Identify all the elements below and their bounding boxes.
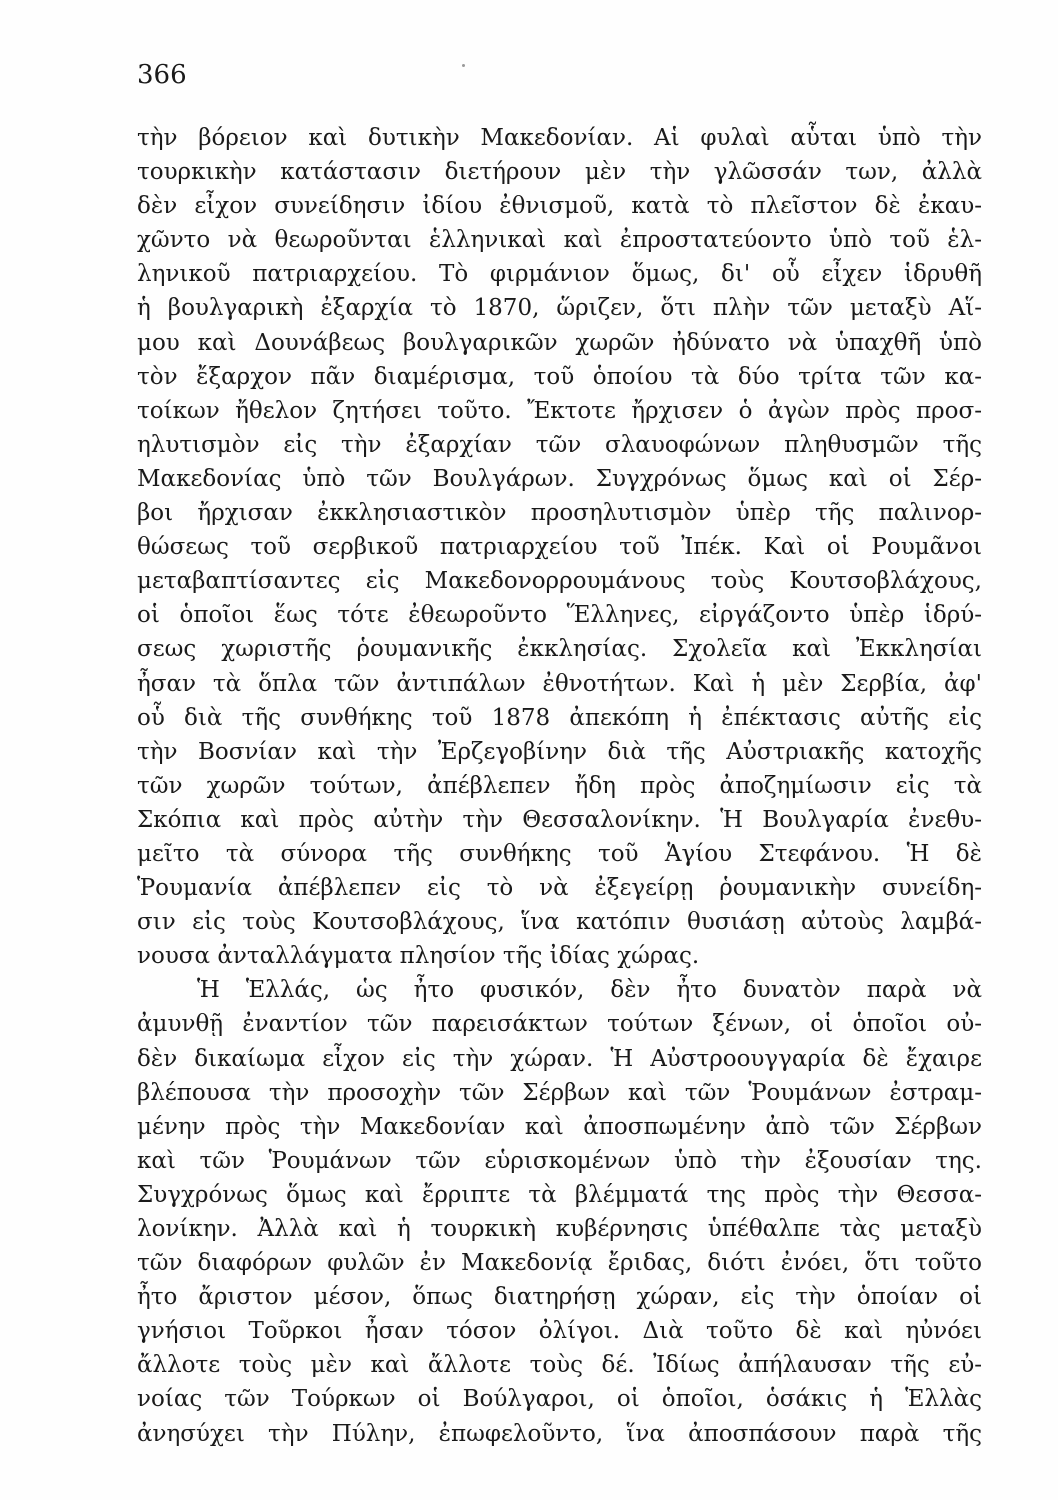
print-speck (462, 64, 465, 67)
text-line: σιν εἰς τοὺς Κουτσοβλάχους, ἵνα κατόπιν θυσιάσῃ αὐτοὺς λαμβά- (137, 909, 982, 936)
text-line: τὴν Βοσνίαν καὶ τὴν Ἐρζεγοβίνην διὰ τῆς Αὐστριακῆς κατοχῆς (137, 738, 982, 765)
text-line: νουσα ἀνταλλάγματα πλησίον τῆς ἰδίας χώρας. (137, 943, 700, 970)
text-line: μου καὶ Δουνάβεως βουλγαρικῶν χωρῶν ἠδύνατο νὰ ὑπαχθῆ ὑπὸ (137, 329, 982, 356)
text-line: χῶντο νὰ θεωροῦνται ἑλληνικαὶ καὶ ἐπροστατεύοντο ὑπὸ τοῦ ἑλ- (137, 227, 982, 254)
text-line: τουρκικὴν κατάστασιν διετήρουν μὲν τὴν γλῶσσάν των, ἀλλὰ (137, 159, 982, 186)
text-line: σεως χωριστῆς ῥουμανικῆς ἐκκλησίας. Σχολεῖα καὶ Ἐκκλησίαι (137, 636, 982, 663)
text-line: τῶν χωρῶν τούτων, ἀπέβλεπεν ἤδη πρὸς ἀποζημίωσιν εἰς τὰ (137, 772, 982, 799)
text-line: τῶν διαφόρων φυλῶν ἐν Μακεδονίᾳ ἔριδας, διότι ἐνόει, ὅτι τοῦτο (137, 1250, 982, 1277)
text-line: ηλυτισμὸν εἰς τὴν ἐξαρχίαν τῶν σλαυοφώνων πληθυσμῶν τῆς (137, 431, 982, 458)
text-line: Σκόπια καὶ πρὸς αὐτὴν τὴν Θεσσαλονίκην. Ἡ Βουλγαρία ἐνεθυ- (137, 806, 982, 833)
text-line: βλέπουσα τὴν προσοχὴν τῶν Σέρβων καὶ τῶν Ῥουμάνων ἐστραμ- (137, 1079, 982, 1106)
text-line: τοίκων ἤθελον ζητήσει τοῦτο. Ἔκτοτε ἤρχισεν ὁ ἀγὼν πρὸς προσ- (137, 397, 982, 424)
text-line: θώσεως τοῦ σερβικοῦ πατριαρχείου τοῦ Ἰπέκ. Καὶ οἱ Ρουμᾶνοι (137, 534, 982, 561)
text-line: τὴν βόρειον καὶ δυτικὴν Μακεδονίαν. Αἱ φυλαὶ αὗται ὑπὸ τὴν (137, 125, 982, 151)
page-number: 366 (137, 60, 187, 90)
text-line: ἦσαν τὰ ὅπλα τῶν ἀντιπάλων ἐθνοτήτων. Καὶ ἡ μὲν Σερβία, ἀφ' (137, 670, 982, 697)
text-line: μένην πρὸς τὴν Μακεδονίαν καὶ ἀποσπωμένην ἀπὸ τῶν Σέρβων (137, 1113, 982, 1140)
text-line: δὲν δικαίωμα εἶχον εἰς τὴν χώραν. Ἡ Αὐστροουγγαρία δὲ ἔχαιρε (137, 1045, 982, 1072)
text-line: καὶ τῶν Ῥουμάνων τῶν εὑρισκομένων ὑπὸ τὴν ἐξουσίαν της. (137, 1147, 982, 1174)
text-line: οἱ ὁποῖοι ἕως τότε ἐθεωροῦντο Ἕλληνες, εἰργάζοντο ὑπὲρ ἱδρύ- (137, 602, 982, 629)
text-line: ἄλλοτε τοὺς μὲν καὶ ἄλλοτε τοὺς δέ. Ἰδίως ἀπήλαυσαν τῆς εὐ- (137, 1352, 982, 1379)
text-line: λονίκην. Ἀλλὰ καὶ ἡ τουρκικὴ κυβέρνησις ὑπέθαλπε τὰς μεταξὺ (137, 1216, 982, 1242)
text-line: ληνικοῦ πατριαρχείου. Τὸ φιρμάνιον ὅμως, δι' οὗ εἶχεν ἱδρυθῆ (137, 261, 982, 288)
body-text (137, 121, 982, 1451)
text-line: ἦτο ἄριστον μέσον, ὅπως διατηρήσῃ χώραν, εἰς τὴν ὁποίαν οἱ (137, 1284, 982, 1311)
text-line: τὸν ἔξαρχον πᾶν διαμέρισμα, τοῦ ὁποίου τὰ δύο τρίτα τῶν κα- (137, 363, 982, 390)
text-line: μεῖτο τὰ σύνορα τῆς συνθήκης τοῦ Ἁγίου Στεφάνου. Ἡ δὲ (137, 840, 982, 867)
text-line: ἀνησύχει τὴν Πύλην, ἐπωφελοῦντο, ἵνα ἀποσπάσουν παρὰ τῆς (137, 1420, 982, 1447)
text-line: Ῥουμανία ἀπέβλεπεν εἰς τὸ νὰ ἐξεγείρῃ ῥουμανικὴν συνείδη- (137, 875, 982, 902)
text-line: ἡ βουλγαρικὴ ἐξαρχία τὸ 1870, ὥριζεν, ὅτι πλὴν τῶν μεταξὺ Αἵ- (137, 295, 982, 322)
text-line: οὗ διὰ τῆς συνθήκης τοῦ 1878 ἀπεκόπη ἡ ἐπέκτασις αὐτῆς εἰς (137, 704, 982, 731)
text-line: Μακεδονίας ὑπὸ τῶν Βουλγάρων. Συγχρόνως ὅμως καὶ οἱ Σέρ- (137, 465, 982, 492)
text-line: γνήσιοι Τοῦρκοι ἦσαν τόσον ὀλίγοι. Διὰ τοῦτο δὲ καὶ ηὐνόει (137, 1318, 982, 1345)
text-line: δὲν εἶχον συνείδησιν ἰδίου ἐθνισμοῦ, κατὰ τὸ πλεῖστον δὲ ἐκαυ- (137, 193, 982, 220)
text-line: μεταβαπτίσαντες εἰς Μακεδονορρουμάνους τοὺς Κουτσοβλάχους, (137, 568, 982, 595)
text-line: Ἡ Ἑλλάς, ὡς ἦτο φυσικόν, δὲν ἦτο δυνατὸν παρὰ νὰ (197, 977, 982, 1004)
text-line: ἀμυνθῇ ἐναντίον τῶν παρεισάκτων τούτων ξένων, οἱ ὁποῖοι οὐ- (137, 1011, 982, 1038)
text-line: νοίας τῶν Τούρκων οἱ Βούλγαροι, οἱ ὁποῖοι, ὁσάκις ἡ Ἑλλὰς (137, 1386, 982, 1413)
text-line: βοι ἤρχισαν ἐκκλησιαστικὸν προσηλυτισμὸν ὑπὲρ τῆς παλινορ- (137, 500, 982, 527)
text-line: Συγχρόνως ὅμως καὶ ἔρριπτε τὰ βλέμματά της πρὸς τὴν Θεσσα- (137, 1181, 982, 1208)
